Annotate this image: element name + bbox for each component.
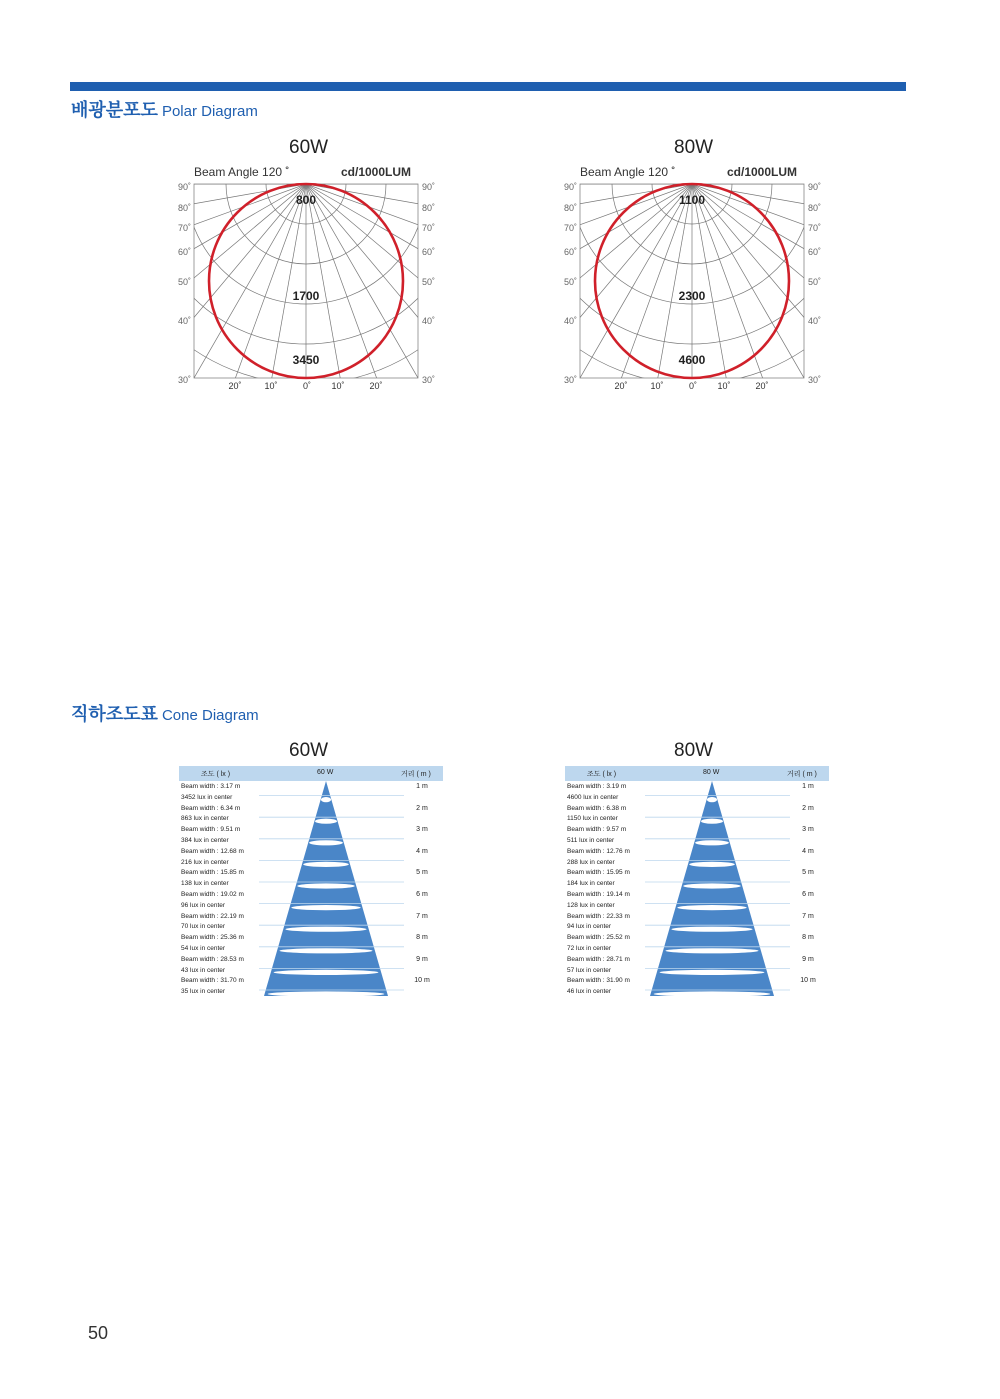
polar-radial-line bbox=[170, 184, 306, 396]
page-number: 50 bbox=[88, 1323, 109, 1343]
cone-distance: 1 m bbox=[416, 783, 428, 790]
polar-bottom-angle-label: 0˚ bbox=[302, 381, 312, 391]
cone-beam-ellipse bbox=[677, 905, 746, 910]
cone-distance: 1 m bbox=[802, 783, 814, 790]
polar-right-angle-label: 80˚ bbox=[808, 203, 822, 213]
cone-distance-spacer bbox=[407, 858, 437, 869]
cone-header bbox=[179, 766, 443, 781]
polar-right-angle-label: 70˚ bbox=[422, 223, 436, 233]
polar-left-angle-label: 60˚ bbox=[177, 247, 191, 257]
cone-beam-ellipse bbox=[671, 927, 752, 932]
polar-ring-value: 4600 bbox=[678, 353, 706, 367]
polar-right-angle-label: 30˚ bbox=[808, 375, 822, 385]
cone-beam-ellipse bbox=[321, 797, 331, 802]
cone-title-en: Cone Diagram bbox=[161, 707, 259, 724]
cone-distance-spacer bbox=[407, 987, 437, 998]
cone-distance: 2 m bbox=[802, 804, 814, 812]
cone-header-model: 80 W bbox=[703, 769, 720, 776]
cone-distance-spacer bbox=[793, 901, 823, 912]
cone-beam-width: Beam width : 28.53 m bbox=[181, 955, 244, 963]
polar-right-angle-label: 90˚ bbox=[808, 182, 822, 192]
cone-distance: 8 m bbox=[416, 934, 428, 942]
cone-distance-spacer bbox=[793, 966, 823, 977]
polar-radial-line bbox=[170, 184, 306, 396]
cone-graphic bbox=[645, 781, 795, 999]
polar-ring-value: 3450 bbox=[292, 353, 320, 367]
polar-bottom-angle-label: 10˚ bbox=[650, 381, 664, 391]
polar-radial-line bbox=[170, 184, 306, 396]
cone-beam-width: Beam width : 19.14 m bbox=[567, 890, 630, 898]
cone-title-ko: 직하조도표 bbox=[71, 704, 158, 724]
cone-beam-width: Beam width : 19.02 m bbox=[181, 890, 244, 898]
cone-distance: 5 m bbox=[416, 869, 428, 877]
cone-lux-center: 184 lux in center bbox=[567, 880, 615, 888]
polar-watt-80: 80W bbox=[674, 137, 714, 158]
polar-bottom-angle-label: 20˚ bbox=[755, 381, 769, 391]
cone-beam-width: Beam width : 25.52 m bbox=[567, 934, 630, 942]
polar-left-angle-label: 80˚ bbox=[563, 203, 577, 213]
cone-diagram-60 bbox=[179, 766, 443, 1002]
cone-beam-width: Beam width : 28.71 m bbox=[567, 955, 630, 963]
polar-ring-value: 1700 bbox=[292, 289, 320, 303]
cone-lux-center: 511 lux in center bbox=[567, 836, 615, 844]
cone-beam-ellipse bbox=[315, 819, 337, 824]
polar-bottom-angle-label: 10˚ bbox=[717, 381, 731, 391]
polar-radial-line bbox=[556, 184, 692, 396]
cone-distance: 4 m bbox=[416, 847, 428, 855]
cone-beam-width: Beam width : 31.70 m bbox=[181, 977, 244, 985]
cone-distance: 8 m bbox=[802, 934, 814, 942]
cone-lux-center: 138 lux in center bbox=[181, 880, 229, 888]
cone-beam-width: Beam width : 3.19 m bbox=[567, 783, 627, 790]
cone-beam-width: Beam width : 31.90 m bbox=[567, 977, 630, 985]
cone-rows bbox=[567, 782, 647, 998]
polar-title-en: Polar Diagram bbox=[161, 103, 258, 120]
polar-ring-value: 800 bbox=[295, 193, 317, 207]
polar-right-angle-label: 50˚ bbox=[422, 277, 436, 287]
cone-beam-width: Beam width : 25.36 m bbox=[181, 934, 244, 942]
cone-distance: 6 m bbox=[416, 890, 428, 898]
polar-bottom-angle-label: 10˚ bbox=[264, 381, 278, 391]
polar-diagram-80 bbox=[556, 178, 828, 396]
cone-lux-center: 70 lux in center bbox=[181, 923, 226, 931]
polar-left-angle-label: 90˚ bbox=[563, 182, 577, 192]
polar-radial-line bbox=[692, 184, 828, 396]
polar-right-angle-label: 90˚ bbox=[422, 182, 436, 192]
polar-radial-line bbox=[692, 184, 828, 396]
cone-header-distance: 거리 ( m ) bbox=[787, 771, 817, 778]
polar-left-angle-label: 60˚ bbox=[563, 247, 577, 257]
cone-distance-spacer bbox=[407, 944, 437, 955]
cone-distance-spacer bbox=[407, 793, 437, 804]
cone-lux-center: 57 lux in center bbox=[567, 966, 612, 974]
cone-distance: 3 m bbox=[802, 826, 814, 834]
polar-right-angle-label: 60˚ bbox=[422, 247, 436, 257]
cone-lux-center: 72 lux in center bbox=[567, 944, 612, 952]
polar-unit-80: cd/1000LUM bbox=[727, 165, 798, 179]
cone-distance: 10 m bbox=[800, 977, 816, 985]
cone-beam-width: Beam width : 12.76 m bbox=[567, 847, 630, 855]
polar-left-angle-label: 40˚ bbox=[177, 316, 191, 326]
polar-radial-line bbox=[306, 184, 442, 396]
polar-ring-value: 2300 bbox=[678, 289, 706, 303]
cone-lux-center: 35 lux in center bbox=[181, 988, 226, 996]
cone-distance: 4 m bbox=[802, 847, 814, 855]
cone-distance: 5 m bbox=[802, 869, 814, 877]
cone-distance-spacer bbox=[793, 879, 823, 890]
cone-beam-ellipse bbox=[285, 927, 366, 932]
cone-distance-spacer bbox=[793, 858, 823, 869]
cone-lux-center: 4600 lux in center bbox=[567, 793, 619, 801]
polar-section-title bbox=[71, 96, 258, 122]
cone-beam-ellipse bbox=[274, 970, 379, 975]
cone-header-distance: 거리 ( m ) bbox=[401, 771, 431, 778]
cone-distance-spacer bbox=[793, 793, 823, 804]
cone-beam-width: Beam width : 15.95 m bbox=[567, 869, 630, 877]
cone-lux-center: 1150 lux in center bbox=[567, 815, 618, 823]
cone-distances bbox=[407, 782, 437, 998]
cone-beam-ellipse bbox=[695, 840, 729, 845]
cone-watt-60: 60W bbox=[289, 740, 329, 761]
cone-section-title bbox=[71, 700, 259, 726]
cone-distance: 9 m bbox=[802, 955, 814, 963]
cone-lux-center: 216 lux in center bbox=[181, 858, 229, 866]
cone-lux-center: 288 lux in center bbox=[567, 858, 615, 866]
cone-distance-spacer bbox=[793, 944, 823, 955]
polar-bottom-angle-label: 20˚ bbox=[614, 381, 628, 391]
cone-graphic bbox=[259, 781, 409, 999]
polar-left-angle-label: 50˚ bbox=[563, 277, 577, 287]
cone-distance-spacer bbox=[407, 836, 437, 847]
cone-beam-width: Beam width : 6.38 m bbox=[567, 804, 627, 812]
polar-right-angle-label: 50˚ bbox=[808, 277, 822, 287]
polar-bottom-angle-label: 20˚ bbox=[369, 381, 383, 391]
polar-radial-line bbox=[170, 184, 306, 396]
cone-distance: 7 m bbox=[416, 912, 428, 920]
cone-distances bbox=[793, 782, 823, 998]
polar-right-angle-label: 80˚ bbox=[422, 203, 436, 213]
cone-beam-width: Beam width : 15.85 m bbox=[181, 869, 244, 877]
cone-beam-width: Beam width : 6.34 m bbox=[181, 804, 241, 812]
cone-distance: 7 m bbox=[802, 912, 814, 920]
top-rule bbox=[70, 82, 906, 91]
cone-beam-ellipse bbox=[268, 991, 385, 996]
polar-left-angle-label: 40˚ bbox=[563, 316, 577, 326]
cone-lux-center: 863 lux in center bbox=[181, 815, 229, 823]
cone-beam-width: Beam width : 22.33 m bbox=[567, 912, 630, 920]
cone-lux-center: 46 lux in center bbox=[567, 988, 612, 996]
cone-header-illuminance: 조도 ( lx ) bbox=[201, 771, 231, 778]
polar-unit-60: cd/1000LUM bbox=[341, 165, 412, 179]
polar-right-angle-label: 40˚ bbox=[422, 316, 436, 326]
cone-lux-center: 128 lux in center bbox=[567, 901, 615, 909]
cone-beam-ellipse bbox=[309, 840, 343, 845]
polar-beam-angle-80: Beam Angle 120 ˚ bbox=[580, 165, 676, 179]
cone-lux-center: 384 lux in center bbox=[181, 836, 229, 844]
cone-header-illuminance: 조도 ( lx ) bbox=[587, 771, 617, 778]
polar-diagram-60 bbox=[170, 178, 442, 396]
polar-watt-60: 60W bbox=[289, 137, 329, 158]
polar-radial-line bbox=[556, 184, 692, 396]
cone-lux-center: 96 lux in center bbox=[181, 901, 226, 909]
cone-beam-ellipse bbox=[683, 883, 741, 888]
cone-distance: 6 m bbox=[802, 890, 814, 898]
cone-distance: 3 m bbox=[416, 826, 428, 834]
polar-left-angle-label: 80˚ bbox=[177, 203, 191, 213]
polar-left-angle-label: 50˚ bbox=[177, 277, 191, 287]
polar-right-angle-label: 30˚ bbox=[422, 375, 436, 385]
cone-lux-center: 43 lux in center bbox=[181, 966, 226, 974]
cone-beam-ellipse bbox=[689, 862, 735, 867]
polar-ring-value: 1100 bbox=[678, 193, 706, 207]
cone-rows bbox=[181, 782, 261, 998]
polar-left-angle-label: 70˚ bbox=[563, 223, 577, 233]
polar-right-angle-label: 60˚ bbox=[808, 247, 822, 257]
cone-distance-spacer bbox=[407, 901, 437, 912]
cone-distance-spacer bbox=[793, 814, 823, 825]
polar-radial-line bbox=[306, 184, 442, 396]
cone-beam-ellipse bbox=[660, 970, 765, 975]
cone-beam-ellipse bbox=[291, 905, 360, 910]
cone-distance-spacer bbox=[407, 922, 437, 933]
polar-beam-angle-60: Beam Angle 120 ˚ bbox=[194, 165, 290, 179]
cone-beam-width: Beam width : 22.19 m bbox=[181, 912, 244, 920]
cone-beam-ellipse bbox=[707, 797, 717, 802]
polar-bottom-angle-label: 0˚ bbox=[688, 381, 698, 391]
cone-distance: 10 m bbox=[414, 977, 430, 985]
cone-beam-ellipse bbox=[297, 883, 355, 888]
cone-beam-width: Beam width : 9.51 m bbox=[181, 826, 241, 834]
polar-bottom-angle-label: 20˚ bbox=[228, 381, 242, 391]
polar-right-angle-label: 40˚ bbox=[808, 316, 822, 326]
cone-beam-ellipse bbox=[654, 991, 771, 996]
polar-left-angle-label: 30˚ bbox=[563, 375, 577, 385]
cone-distance-spacer bbox=[793, 836, 823, 847]
polar-left-angle-label: 70˚ bbox=[177, 223, 191, 233]
polar-title-ko: 배광분포도 bbox=[71, 100, 158, 120]
cone-distance-spacer bbox=[793, 987, 823, 998]
cone-beam-width: Beam width : 3.17 m bbox=[181, 783, 241, 790]
cone-beam-ellipse bbox=[303, 862, 349, 867]
cone-header bbox=[565, 766, 829, 781]
cone-beam-ellipse bbox=[701, 819, 723, 824]
cone-distance-spacer bbox=[407, 814, 437, 825]
cone-beam-width: Beam width : 9.57 m bbox=[567, 826, 627, 834]
cone-distance: 2 m bbox=[416, 804, 428, 812]
polar-radial-line bbox=[692, 184, 828, 396]
cone-lux-center: 94 lux in center bbox=[567, 923, 612, 931]
polar-radial-line bbox=[556, 184, 692, 396]
cone-watt-80: 80W bbox=[674, 740, 714, 761]
cone-beam-ellipse bbox=[279, 948, 372, 953]
polar-radial-line bbox=[306, 184, 442, 396]
cone-distance-spacer bbox=[407, 879, 437, 890]
polar-bottom-angle-label: 10˚ bbox=[331, 381, 345, 391]
polar-left-angle-label: 90˚ bbox=[177, 182, 191, 192]
cone-distance: 9 m bbox=[416, 955, 428, 963]
cone-lux-center: 54 lux in center bbox=[181, 944, 226, 952]
polar-radial-line bbox=[556, 184, 692, 396]
polar-radial-line bbox=[692, 184, 828, 396]
cone-distance-spacer bbox=[793, 922, 823, 933]
cone-lux-center: 3452 lux in center bbox=[181, 793, 233, 801]
polar-radial-line bbox=[306, 184, 442, 396]
polar-left-angle-label: 30˚ bbox=[177, 375, 191, 385]
cone-beam-ellipse bbox=[665, 948, 758, 953]
cone-diagram-80 bbox=[565, 766, 829, 1002]
cone-distance-spacer bbox=[407, 966, 437, 977]
cone-header-model: 60 W bbox=[317, 769, 334, 776]
polar-right-angle-label: 70˚ bbox=[808, 223, 822, 233]
cone-beam-width: Beam width : 12.68 m bbox=[181, 847, 244, 855]
